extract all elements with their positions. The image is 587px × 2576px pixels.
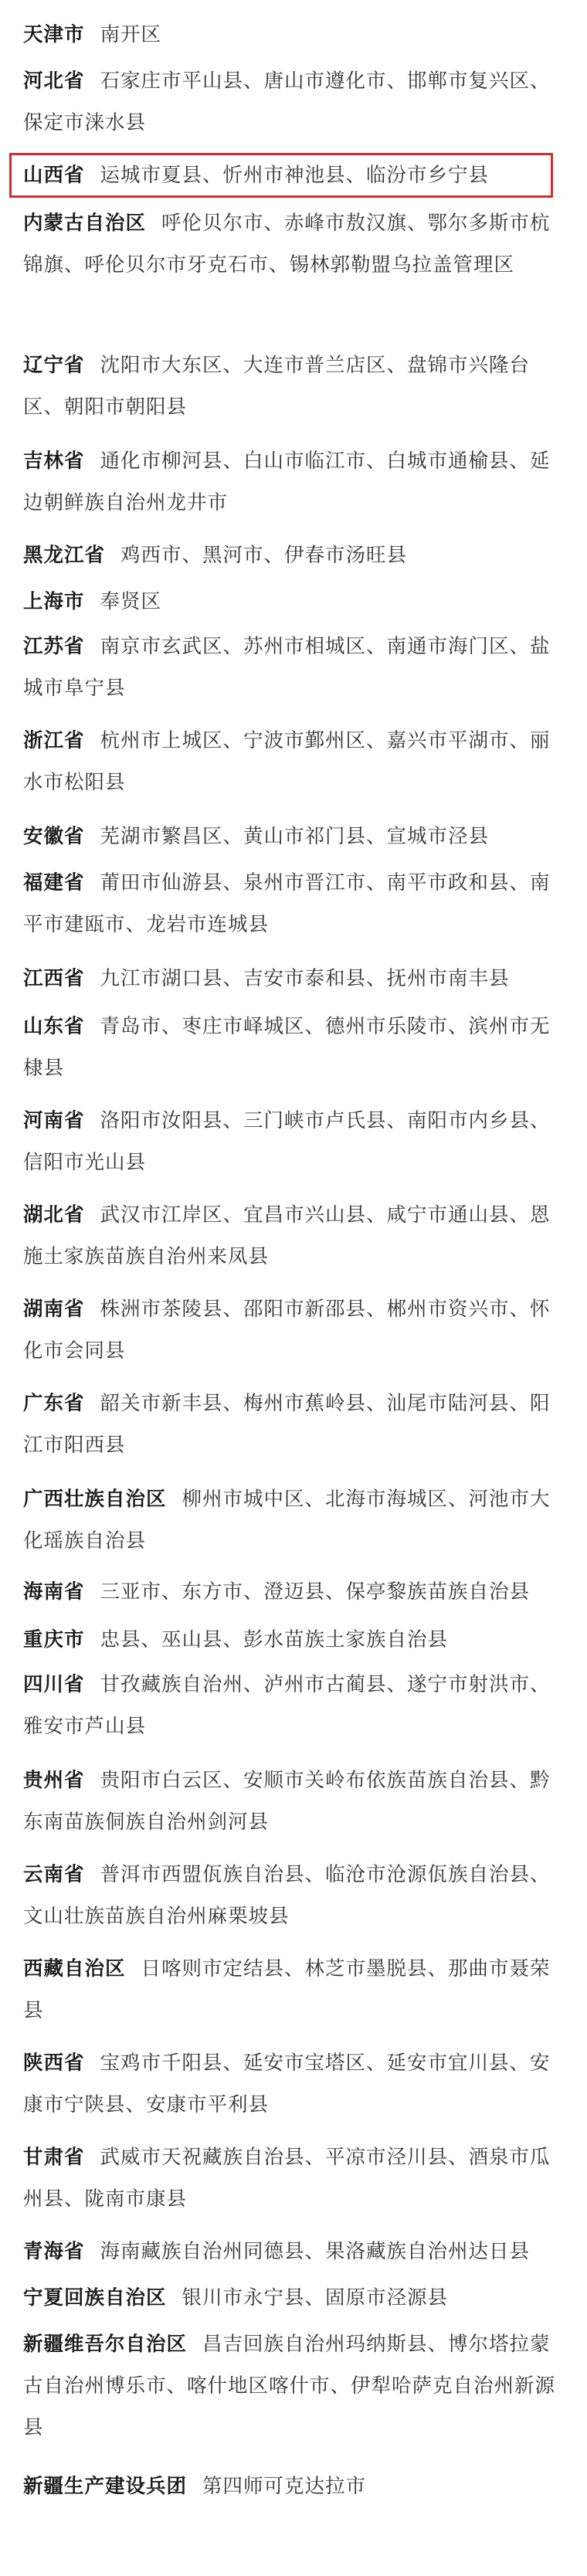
region-name: 陕西省 — [23, 2052, 85, 2075]
place-list: 株洲市茶陵县、邵阳市新邵县、郴州市资兴市、怀化市会同县 — [23, 1298, 551, 1363]
place-list: 武威市天祝藏族自治县、平凉市泾川县、酒泉市瓜州县、陇南市康县 — [23, 2146, 551, 2211]
place-list: 日喀则市定结县、林芝市墨脱县、那曲市聂荣县 — [23, 1957, 551, 2022]
place-list: 奉贤区 — [100, 590, 162, 613]
list-item — [23, 60, 556, 144]
place-list: 鸡西市、黑河市、伊春市汤旺县 — [120, 544, 408, 567]
place-list: 武汉市江岸区、宜昌市兴山县、咸宁市通山县、恩施土家族苗族自治州来凤县 — [23, 1203, 551, 1268]
list-item — [23, 2323, 556, 2449]
region-name: 新疆生产建设兵团 — [23, 2475, 188, 2498]
region-name: 上海市 — [23, 590, 85, 613]
region-name: 福建省 — [23, 871, 85, 894]
region-name: 黑龙江省 — [23, 544, 106, 567]
place-list: 忠县、巫山县、彭水苗族土家族自治县 — [100, 1628, 449, 1651]
region-name: 海南省 — [23, 1580, 85, 1604]
region-name: 四川省 — [23, 1673, 85, 1696]
list-item — [23, 202, 556, 286]
region-name: 吉林省 — [23, 450, 85, 473]
region-name: 广东省 — [23, 1392, 85, 1415]
place-list: 莆田市仙游县、泉州市晋江市、南平市政和县、南平市建瓯市、龙岩市连城县 — [23, 871, 551, 936]
place-list: 贵阳市白云区、安顺市关岭布依族苗族自治县、黔东南苗族侗族自治州剑河县 — [23, 1769, 551, 1834]
region-name: 内蒙古自治区 — [23, 212, 147, 235]
region-name: 西藏自治区 — [23, 1957, 126, 1980]
place-list: 昌吉回族自治州玛纳斯县、博尔塔拉蒙古自治州博乐市、喀什地区喀什市、伊犁哈萨克自治州新源县 — [23, 2333, 556, 2439]
place-list: 石家庄市平山县、唐山市遵化市、邯郸市复兴区、保定市涞水县 — [23, 70, 551, 134]
list-item — [23, 154, 556, 196]
place-list: 洛阳市汝阳县、三门峡市卢氏县、南阳市内乡县、信阳市光山县 — [23, 1109, 551, 1174]
list-item — [23, 1288, 556, 1372]
place-list: 运城市夏县、忻州市神池县、临汾市乡宁县 — [100, 164, 490, 187]
place-list: 三亚市、东方市、澄迈县、保亭黎族苗族自治县 — [100, 1580, 531, 1604]
region-name: 江西省 — [23, 967, 85, 990]
region-name: 新疆维吾尔自治区 — [23, 2333, 188, 2356]
list-item — [23, 2277, 556, 2319]
place-list: 南京市玄武区、苏州市相城区、南通市海门区、盐城市阜宁县 — [23, 635, 551, 700]
region-name: 青海省 — [23, 2240, 85, 2263]
region-name: 浙江省 — [23, 729, 85, 752]
region-name: 湖北省 — [23, 1203, 85, 1227]
place-list: 韶关市新丰县、梅州市蕉岭县、汕尾市陆河县、阳江市阳西县 — [23, 1392, 551, 1457]
place-list: 第四师可克达拉市 — [202, 2475, 367, 2498]
list-item — [23, 2042, 556, 2126]
region-name: 甘肃省 — [23, 2146, 85, 2169]
list-item — [23, 720, 556, 803]
list-item — [23, 1100, 556, 1183]
place-list: 呼伦贝尔市、赤峰市敖汉旗、鄂尔多斯市杭锦旗、呼伦贝尔市牙克石市、锡林郭勒盟乌拉盖管理区 — [23, 212, 551, 277]
list-item — [23, 1194, 556, 1278]
region-name: 山西省 — [23, 164, 85, 187]
list-item — [23, 2231, 556, 2272]
region-name: 宁夏回族自治区 — [23, 2286, 167, 2310]
place-list: 九江市湖口县、吉安市泰和县、抚州市南丰县 — [100, 967, 510, 990]
place-list: 沈阳市大东区、大连市普兰店区、盘锦市兴隆台区、朝阳市朝阳县 — [23, 354, 531, 419]
list-item — [23, 1948, 556, 2031]
place-list: 通化市柳河县、白山市临江市、白城市通榆县、延边朝鲜族自治州龙井市 — [23, 450, 551, 514]
list-item — [23, 1760, 556, 1843]
region-name: 湖南省 — [23, 1298, 85, 1321]
region-name: 河南省 — [23, 1109, 85, 1132]
list-item — [23, 816, 556, 857]
place-list: 青岛市、枣庄市峄城区、德州市乐陵市、滨州市无棣县 — [23, 1015, 551, 1080]
list-item — [23, 1854, 556, 1937]
place-list: 普洱市西盟佤族自治县、临沧市沧源佤族自治县、文山壮族苗族自治州麻栗坡县 — [23, 1863, 551, 1928]
list-item — [23, 581, 556, 623]
region-name: 辽宁省 — [23, 354, 85, 377]
list-item — [23, 1383, 556, 1466]
list-item — [23, 2466, 556, 2507]
region-name: 江苏省 — [23, 635, 85, 658]
place-list: 甘孜藏族自治州、泸州市古蔺县、遂宁市射洪市、雅安市芦山县 — [23, 1673, 551, 1738]
list-item — [23, 862, 556, 945]
region-name: 河北省 — [23, 70, 85, 93]
list-item — [23, 958, 556, 1000]
place-list: 柳州市城中区、北海市海城区、河池市大化瑶族自治县 — [23, 1488, 551, 1553]
list-item — [23, 14, 556, 56]
list-item — [23, 1006, 556, 1089]
list-item — [23, 1478, 556, 1562]
list-item — [23, 626, 556, 709]
place-list: 芜湖市繁昌区、黄山市祁门县、宣城市泾县 — [100, 825, 490, 848]
place-list: 海南藏族自治州同德县、果洛藏族自治州达日县 — [100, 2240, 531, 2263]
list-item — [23, 1664, 556, 1747]
place-list: 宝鸡市千阳县、延安市宝塔区、延安市宜川县、安康市宁陕县、安康市平利县 — [23, 2052, 551, 2116]
list-item — [23, 344, 556, 428]
region-name: 广西壮族自治区 — [23, 1488, 167, 1511]
list-item — [23, 1571, 556, 1613]
list-item — [23, 2136, 556, 2220]
region-name: 山东省 — [23, 1015, 85, 1038]
region-name: 云南省 — [23, 1863, 85, 1886]
list-item — [23, 535, 556, 576]
list-item — [23, 1619, 556, 1661]
list-item — [23, 440, 556, 524]
region-name: 贵州省 — [23, 1769, 85, 1792]
region-name: 天津市 — [23, 23, 85, 46]
region-name: 重庆市 — [23, 1628, 85, 1651]
place-list: 杭州市上城区、宁波市鄞州区、嘉兴市平湖市、丽水市松阳县 — [23, 729, 551, 794]
region-name: 安徽省 — [23, 825, 85, 848]
place-list: 银川市永宁县、固原市泾源县 — [182, 2286, 449, 2310]
place-list: 南开区 — [100, 23, 162, 46]
